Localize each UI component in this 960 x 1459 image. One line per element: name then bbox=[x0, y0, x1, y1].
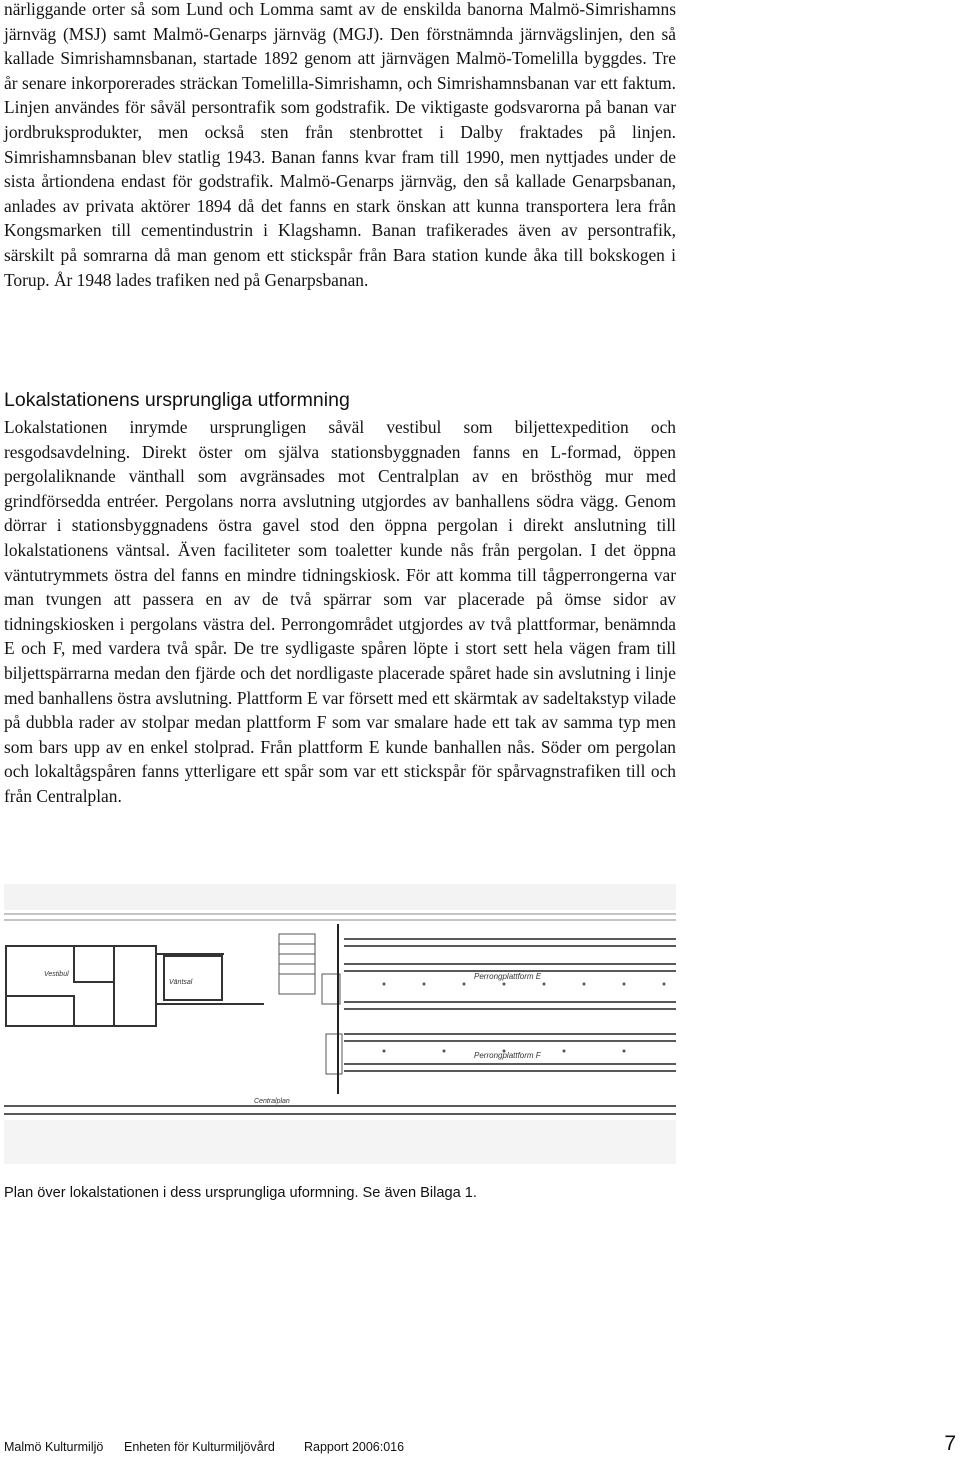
platform-columns bbox=[383, 983, 666, 1053]
platform-e-label: Perrongplattform E bbox=[474, 972, 542, 981]
vestibule-label: Vestibul bbox=[44, 971, 69, 978]
scan-edge bbox=[4, 884, 676, 910]
section-original-layout bbox=[4, 387, 676, 809]
station-building bbox=[6, 946, 264, 1026]
section-heading: Lokalstationens ursprungliga utformning bbox=[4, 389, 350, 411]
kiosk-and-barriers bbox=[279, 924, 342, 1094]
page-number: 7 bbox=[944, 1432, 956, 1455]
station-plan-figure bbox=[4, 884, 676, 1164]
platform-f-label: Perrongplattform F bbox=[474, 1051, 541, 1060]
hall-roof-hatching bbox=[4, 914, 676, 920]
footer-org: Malmö Kulturmiljö bbox=[4, 1440, 104, 1454]
station-plan-drawing bbox=[4, 884, 676, 1164]
footer-unit: Enheten för Kulturmiljövård bbox=[124, 1440, 275, 1454]
intro-paragraph: närliggande orter så som Lund och Lomma samt av de enskilda banorna Malmö-Simrishamns järnväg (MSJ) samt Malmö-Genarps järnväg (MGJ). Den förstnämnda järnvägslinjen, den så kallade Simrishamnsbanan, startade 1892 genom att järnvägen Malmö-Tomelilla byggdes. Tre år senare inkorporerades sträckan Tomelilla-Simrishamn, och Simrishamnsbanan var ett faktum. Linjen användes för såväl persontrafik som godstrafik. De viktigaste godsvarorna på banan var jordbruksprodukter, men också sten från stenbrottet i Dalby fraktades på linjen. Simrishamnsbanan blev statlig 1943. Banan fanns kvar fram till 1990, men nyttjades under de sista årtiondena endast för godstrafik. Malmö-Genarps järnväg, den så kallade Genarpsbanan, anlades av privata aktörer 1894 då det fanns en stark önskan att kunna transportera lera från Kongsmarken till cementindustrin i Klagshamn. Banan trafikerades även av persontrafik, särskilt på somrarna då man genom ett stickspår från Bara station kunde åka till bokskogen i Torup. År 1948 lades trafiken ned på Genarpsbanan. bbox=[4, 0, 676, 290]
figure-caption: Plan över lokalstationen i dess ursprungliga uformning. Se även Bilaga 1. bbox=[4, 1185, 477, 1201]
tram-siding bbox=[4, 1106, 676, 1114]
waiting-room-label: Väntsal bbox=[169, 979, 193, 986]
street-label: Centralplan bbox=[254, 1098, 290, 1105]
footer-report: Rapport 2006:016 bbox=[304, 1440, 405, 1454]
page-footer bbox=[4, 1432, 956, 1459]
intro-text-block bbox=[4, 0, 676, 292]
section-paragraph: Lokalstationen inrymde ursprungligen såväl vestibul som biljettexpedition och resgodsavdelning. Direkt öster om själva stationsbyggnaden fanns en L-formad, öppen pergolaliknande vänthall som avgränsades mot Centralplan av en brösthög mur med grindförsedda entréer. Pergolans norra avslutning utgjordes av banhallens södra vägg. Genom dörrar i stationsbyggnadens östra gavel stod den öppna pergolan i direkt anslutning till lokalstationens väntsal. Även faciliteter som toaletter kunde nås från pergolan. I det öppna väntutrymmets östra del fanns en mindre tidningskiosk. För att komma till tågperrongerna var man tvungen att passera en av de två spärrar som var placerade på ömse sidor av tidningskiosken i pergolans västra del. Perrongområdet utgjordes av två plattformar, benämnda E och F, med vardera två spår. De tre sydligaste spåren löpte i stort sett hela vägen fram till biljettspärrarna medan den fjärde och det nordligaste placerade spåret hade sin avslutning i linje med banhallens östra avslutning. Plattform E var försett med ett skärmtak av sadeltakstyp vilade på dubbla rader av stolpar medan plattform F som var smalare hade ett tak av samma typ men som bars upp av en enkel stolprad. Från plattform E kunde banhallen nås. Söder om pergolan och lokaltågspåren fanns ytterligare ett spår som var ett stickspår för spårvagnstrafiken till och från Centralplan. bbox=[4, 417, 676, 806]
scan-bottom bbox=[4, 1120, 676, 1164]
